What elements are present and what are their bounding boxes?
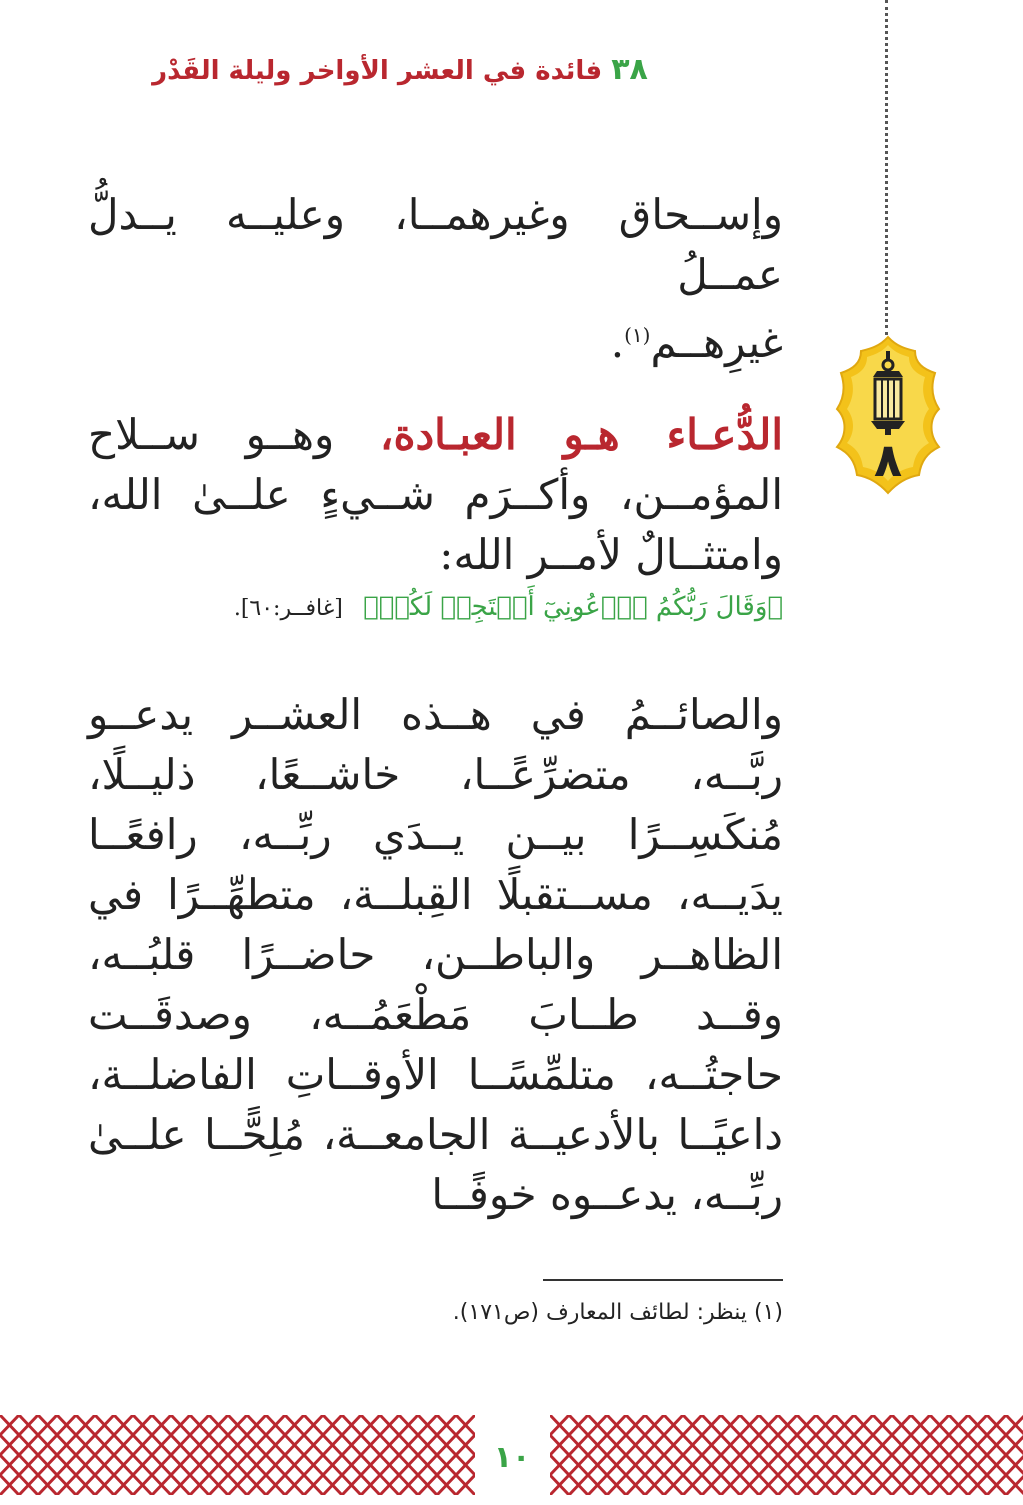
chapter-badge [835, 335, 941, 495]
footnote-reference: (١) [624, 323, 651, 347]
verse-reference: [غافــر:٦٠]. [233, 596, 343, 621]
paragraph-1 [88, 185, 783, 373]
quran-verse: وَقَالَ رَبُّكُمُ ٱدۡعُونِيٓ أَسۡتَجِبۡ لَكُمۡ [378, 592, 768, 622]
paragraph-3-text: والصائــمُ في هــذه العشــر يدعــو ربَّــه، متضرِّعًــا، خاشــعًا، ذليــلًا، مُنكَسِــرًا بيــن يــدَي ربِّــه، رافعًــا يدَيــه، مســتقبلًا القِبلــة، متطهِّــرًا في الظاهــر والباطــن، حاضــرًا قلبُــه، وقــد طــابَ مَطْعَمُــه، وصدقَــت حاجتُــه، متلمِّسًــا الأوقــاتِ الفاضلــة، داعيًــا بالأدعيــة الجامعــة، مُلِحًّــا علــىٰ ربِّــه، يدعــوه خوفًــا [88, 690, 783, 1219]
ornament-pattern-left [0, 1415, 475, 1495]
verse-close-bracket: ﴾ [363, 592, 379, 622]
header-number: ٣٨ [611, 52, 648, 87]
paragraph-2 [88, 405, 783, 585]
verse-open-bracket: ﴿ [767, 592, 783, 622]
highlight-phrase: الدُّعـاء هـو العبـادة، [379, 410, 783, 459]
paragraph-1-line-2: غيرِهــم [650, 318, 783, 367]
footnote [300, 1300, 783, 1325]
paragraph-1-line-1: وإســحاق وغيرهمــا، وعليــه يــدلُّ عمــلُ [88, 190, 783, 299]
dotted-divider [885, 0, 888, 335]
paragraph-1-end: . [610, 318, 625, 367]
quran-verse-line [88, 592, 783, 622]
footnote-text: ينظر: لطائف المعارف (ص١٧١). [452, 1300, 747, 1325]
ornament-pattern-right [550, 1415, 1023, 1495]
footnote-mark: (١) [753, 1300, 783, 1325]
header-title: فائدة في العشر الأواخر وليلة القَدْر [152, 56, 603, 86]
footnote-separator [543, 1279, 783, 1281]
page-number: ١٠ [493, 1440, 531, 1475]
paragraph-3 [88, 685, 783, 1225]
chapter-number: ٨ [873, 433, 903, 487]
paragraph-2-text: وهــو ســلاح المؤمــن، وأكــرَم شــيءٍ علــىٰ الله، وامتثــالٌ لأمــر الله: [88, 410, 783, 579]
running-header [150, 52, 650, 87]
